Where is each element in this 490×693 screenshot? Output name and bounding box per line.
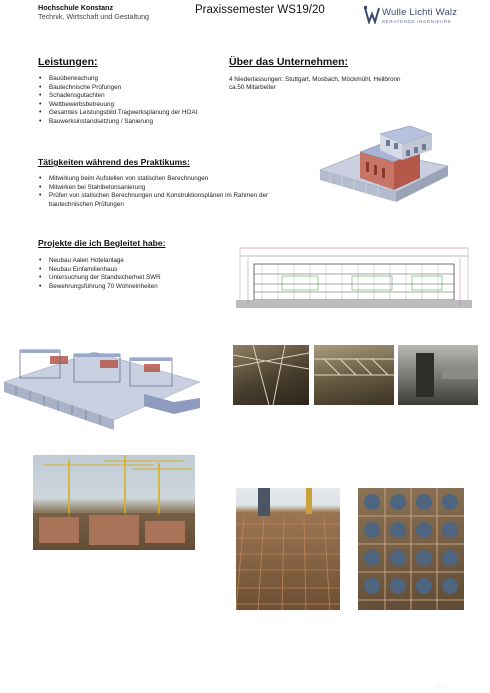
logo-subtitle: BERATENDE INGENIEURE — [382, 19, 452, 24]
leistungen-heading: Leistungen: — [38, 56, 98, 68]
faculty-name: Technik, Wirtschaft und Gestaltung — [38, 12, 150, 21]
list-item: • Bauüberwachung — [38, 75, 228, 84]
steel-truss-photo-1 — [233, 345, 309, 405]
section-drawing-image — [232, 244, 476, 312]
logo-mark-icon — [364, 6, 380, 24]
steel-truss-photo-2 — [314, 345, 394, 405]
projekte-list — [38, 257, 228, 291]
company-logo — [364, 6, 474, 28]
list-item: • Bautechnische Prüfungen — [38, 84, 228, 93]
leistungen-list — [38, 75, 228, 127]
list-item: • Bewehrungsführung 70 Wohneinheiten — [38, 283, 228, 292]
institution-header — [38, 3, 149, 21]
list-item: • Mitwirken bei Stahlbetonsanierung — [38, 184, 303, 193]
logo-name: Wulle Lichti Walz — [382, 7, 458, 18]
list-item: • Prüfen von statischen Berechnungen und Konstruktionsplänen im Rahmen der bautechnischen Prüfungen — [38, 192, 303, 209]
company-info — [229, 76, 401, 93]
structural-model-image — [4, 342, 200, 432]
list-item: • Neubau Einfamilienhaus — [38, 266, 228, 275]
list-item: • Wettbewerbsbetreuung — [38, 101, 228, 110]
building-model-image — [310, 120, 452, 212]
list-item: • Untersuchung der Standsicherheit SWR — [38, 274, 228, 283]
page-title: Praxissemester WS19/20 — [195, 4, 325, 16]
company-employees: ca.50 Mitarbeiter — [229, 84, 276, 92]
list-item: • Schadensgutachten — [38, 92, 228, 101]
footer-mark: · · · · — [436, 684, 447, 690]
list-item: • Mitwirkung beim Aufstellen von statischen Berechnungen — [38, 175, 303, 184]
list-item: • Bauwerksinstandsetzung / Sanierung — [38, 118, 228, 127]
list-item: • Gesamtes Leistungsbild Tragwerksplanung der HOAI — [38, 109, 228, 118]
list-item: • Neubau Aalen Hotelanlage — [38, 257, 228, 266]
taetigkeiten-heading: Tätigkeiten während des Praktikums: — [38, 157, 190, 167]
rebar-deck-photo — [236, 488, 340, 610]
projekte-heading: Projekte die ich Begleitet habe: — [38, 238, 166, 248]
taetigkeiten-list — [38, 175, 303, 209]
steel-detail-photo — [398, 345, 478, 405]
crane-construction-photo — [33, 455, 195, 550]
unternehmen-heading: Über das Unternehmen: — [229, 56, 349, 68]
rebar-void-formers-photo — [358, 488, 464, 610]
institution-name: Hochschule Konstanz — [38, 3, 114, 12]
company-locations: 4 Niederlassungen: Stuttgart, Mosbach, Möckmühl, Heilbronn — [229, 76, 401, 83]
